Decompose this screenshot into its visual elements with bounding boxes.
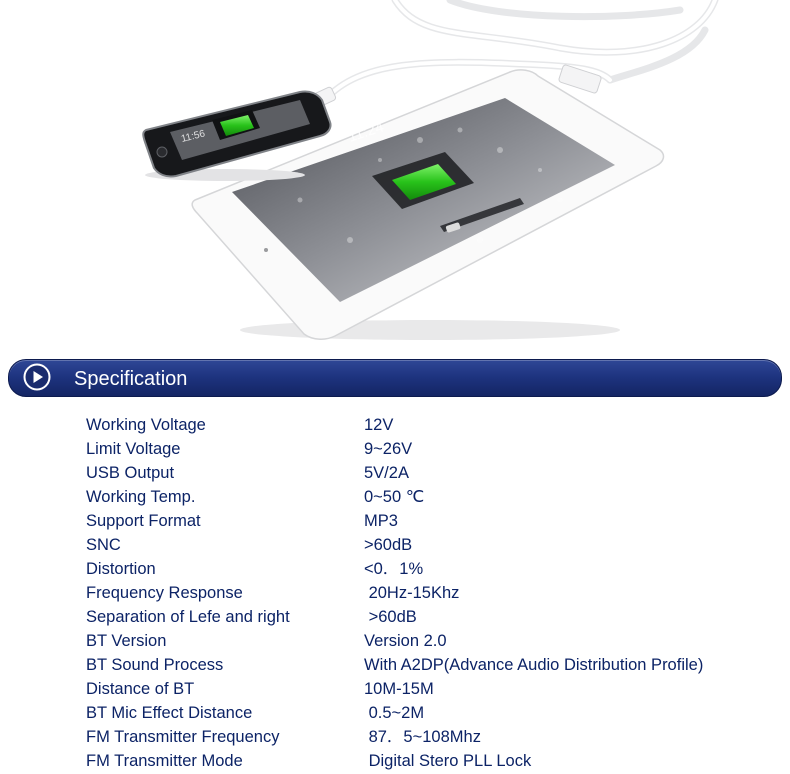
spec-label: FM Transmitter Mode (86, 752, 243, 770)
play-circle-icon (23, 363, 51, 391)
spec-label: Support Format (86, 512, 201, 530)
spec-value: 5V/2A (364, 464, 409, 482)
tablet-clock: 11:24 (345, 118, 386, 146)
spec-label: Frequency Response (86, 584, 243, 602)
spec-row (86, 462, 786, 486)
product-photo (0, 0, 790, 350)
section-title: Specification (74, 368, 188, 390)
spec-value: Version 2.0 (364, 632, 447, 650)
spec-label: BT Version (86, 632, 167, 650)
spec-value: 87．5~108Mhz (364, 728, 481, 746)
spec-label: USB Output (86, 464, 175, 482)
spec-row (86, 582, 786, 606)
spec-row (86, 654, 786, 678)
spec-row (86, 558, 786, 582)
spec-value: 0.5~2M (364, 704, 425, 722)
spec-row (86, 606, 786, 630)
spec-value: <0．1% (364, 560, 424, 578)
spec-label: BT Sound Process (86, 656, 224, 674)
spec-label: Distance of BT (86, 680, 195, 698)
spec-row (86, 486, 786, 510)
spec-label: Working Voltage (86, 416, 206, 434)
spec-value: 0~50 ℃ (364, 488, 425, 506)
spec-label: BT Mic Effect Distance (86, 704, 253, 722)
spec-value: With A2DP(Advance Audio Distribution Profile) (364, 656, 704, 674)
spec-row (86, 534, 786, 558)
spec-row (86, 438, 786, 462)
spec-value: 10M-15M (364, 680, 434, 698)
spec-value: 12V (364, 416, 394, 434)
spec-row (86, 702, 786, 726)
specification-banner (8, 359, 782, 397)
spec-label: Distortion (86, 560, 156, 578)
spec-label: Limit Voltage (86, 440, 181, 458)
spec-label: Working Temp. (86, 488, 196, 506)
spec-label: SNC (86, 536, 121, 554)
spec-value: 20Hz-15Khz (364, 584, 460, 602)
spec-row (86, 678, 786, 702)
spec-label: FM Transmitter Frequency (86, 728, 280, 746)
phone-clock: 11:56 (180, 128, 207, 145)
spec-label: Separation of Lefe and right (86, 608, 290, 626)
spec-row (86, 750, 786, 774)
spec-row (86, 726, 786, 750)
spec-value: >60dB (364, 608, 417, 626)
spec-row (86, 510, 786, 534)
spec-row (86, 630, 786, 654)
spec-row (86, 414, 786, 438)
spec-value: 9~26V (364, 440, 413, 458)
specification-table (86, 414, 786, 774)
spec-value: >60dB (364, 536, 413, 554)
spec-value: MP3 (364, 512, 398, 530)
spec-value: Digital Stero PLL Lock (364, 752, 532, 770)
